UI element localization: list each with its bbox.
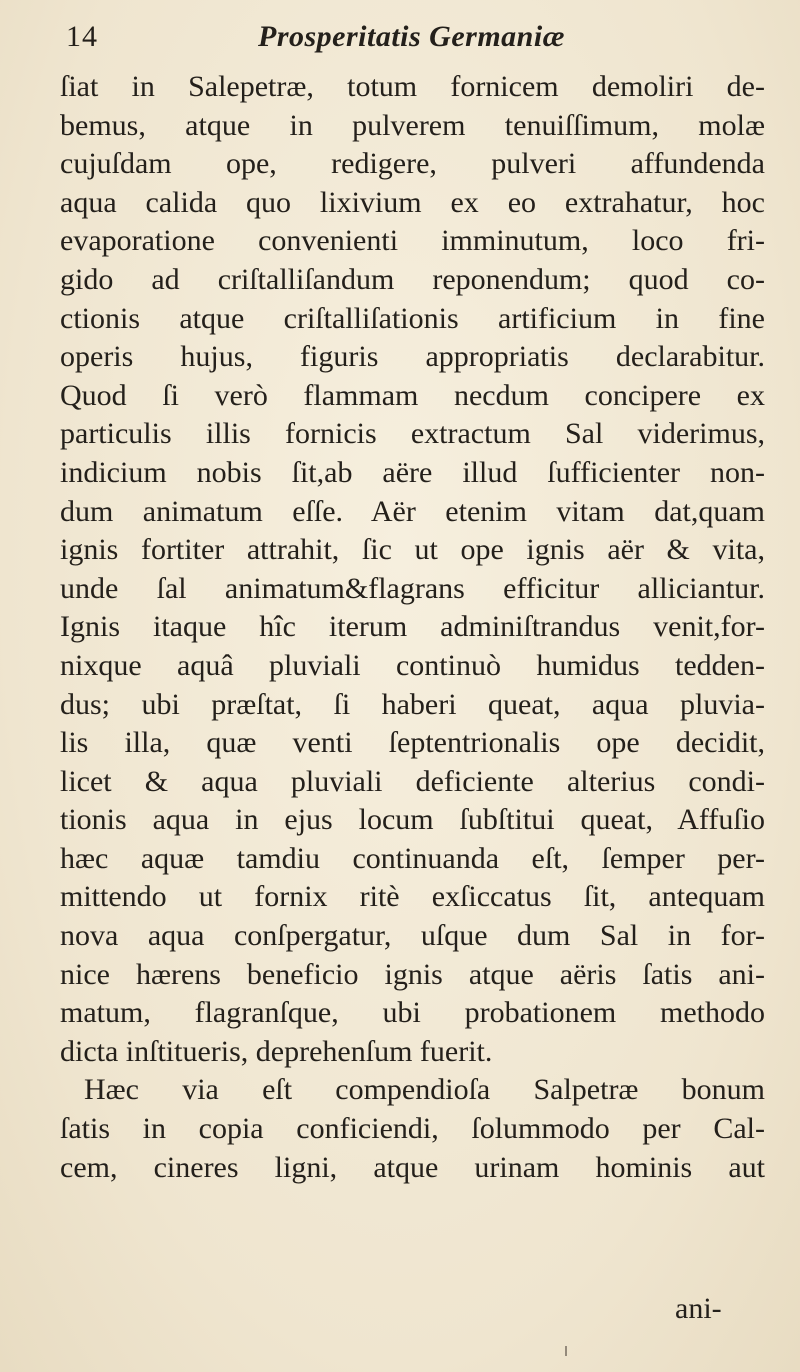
- text-line: cujuſdam ope, redigere, pulveri affundenda: [60, 147, 765, 181]
- text-line: Hæc via eſt compendioſa Salpetræ bonum: [84, 1073, 765, 1107]
- text-line: nova aqua conſpergatur, uſque dum Sal in for-: [60, 919, 765, 953]
- body-text: [60, 68, 780, 1187]
- text-line: lis illa, quæ venti ſeptentrionalis ope decidit,: [60, 726, 765, 760]
- text-line: Quod ſi verò flammam necdum concipere ex: [60, 378, 765, 412]
- text-line: indicium nobis ſit,ab aëre illud ſufficienter non-: [60, 455, 765, 489]
- text-line: cem, cineres ligni, atque urinam hominis aut: [60, 1150, 765, 1184]
- text-line: ignis fortiter attrahit, ſic ut ope ignis aër & vita,: [60, 533, 765, 567]
- catchword: ani-: [675, 1292, 722, 1325]
- page-number: 14: [66, 20, 98, 53]
- running-title: Prosperitatis Germaniæ: [258, 20, 565, 53]
- text-line: nixque aquâ pluviali continuò humidus tedden-: [60, 648, 765, 682]
- text-line: tionis aqua in ejus locum ſubſtitui queat, Affuſio: [60, 803, 765, 837]
- text-line: ſatis in copia conficiendi, ſolummodo per Cal-: [60, 1112, 765, 1146]
- text-line: nice hærens beneficio ignis atque aëris ſatis ani-: [60, 957, 765, 991]
- text-line: hæc aquæ tamdiu continuanda eſt, ſemper per-: [60, 841, 765, 875]
- text-line: licet & aqua pluviali deficiente alterius condi-: [60, 764, 765, 798]
- text-line: particulis illis fornicis extractum Sal viderimus,: [60, 417, 765, 451]
- text-line: operis hujus, figuris appropriatis declarabitur.: [60, 340, 765, 374]
- text-line: dicta inſtitueris, deprehenſum fuerit.: [60, 1034, 493, 1068]
- text-line: unde ſal animatum&flagrans efficitur alliciantur.: [60, 571, 765, 605]
- text-line: evaporatione convenienti imminutum, loco fri-: [60, 224, 765, 258]
- text-line: ctionis atque criſtalliſationis artificium in fine: [60, 301, 765, 335]
- text-line: matum, flagranſque, ubi probationem methodo: [60, 996, 765, 1030]
- text-line: dus; ubi præſtat, ſi haberi queat, aqua pluvia-: [60, 687, 765, 721]
- text-line: aqua calida quo lixivium ex eo extrahatur, hoc: [60, 185, 765, 219]
- text-line: Ignis itaque hîc iterum adminiſtrandus venit,for-: [60, 610, 765, 644]
- text-line: dum animatum eſſe. Aër etenim vitam dat,quam: [60, 494, 765, 528]
- text-line: mittendo ut fornix ritè exſiccatus ſit, antequam: [60, 880, 765, 914]
- text-line: ſiat in Salepetræ, totum fornicem demoliri de-: [60, 70, 765, 103]
- text-line: bemus, atque in pulverem tenuiſſimum, molæ: [60, 108, 765, 142]
- text-line: gido ad criſtalliſandum reponendum; quod co-: [60, 262, 765, 296]
- paper-speck: [565, 1346, 567, 1356]
- running-head: [66, 16, 766, 66]
